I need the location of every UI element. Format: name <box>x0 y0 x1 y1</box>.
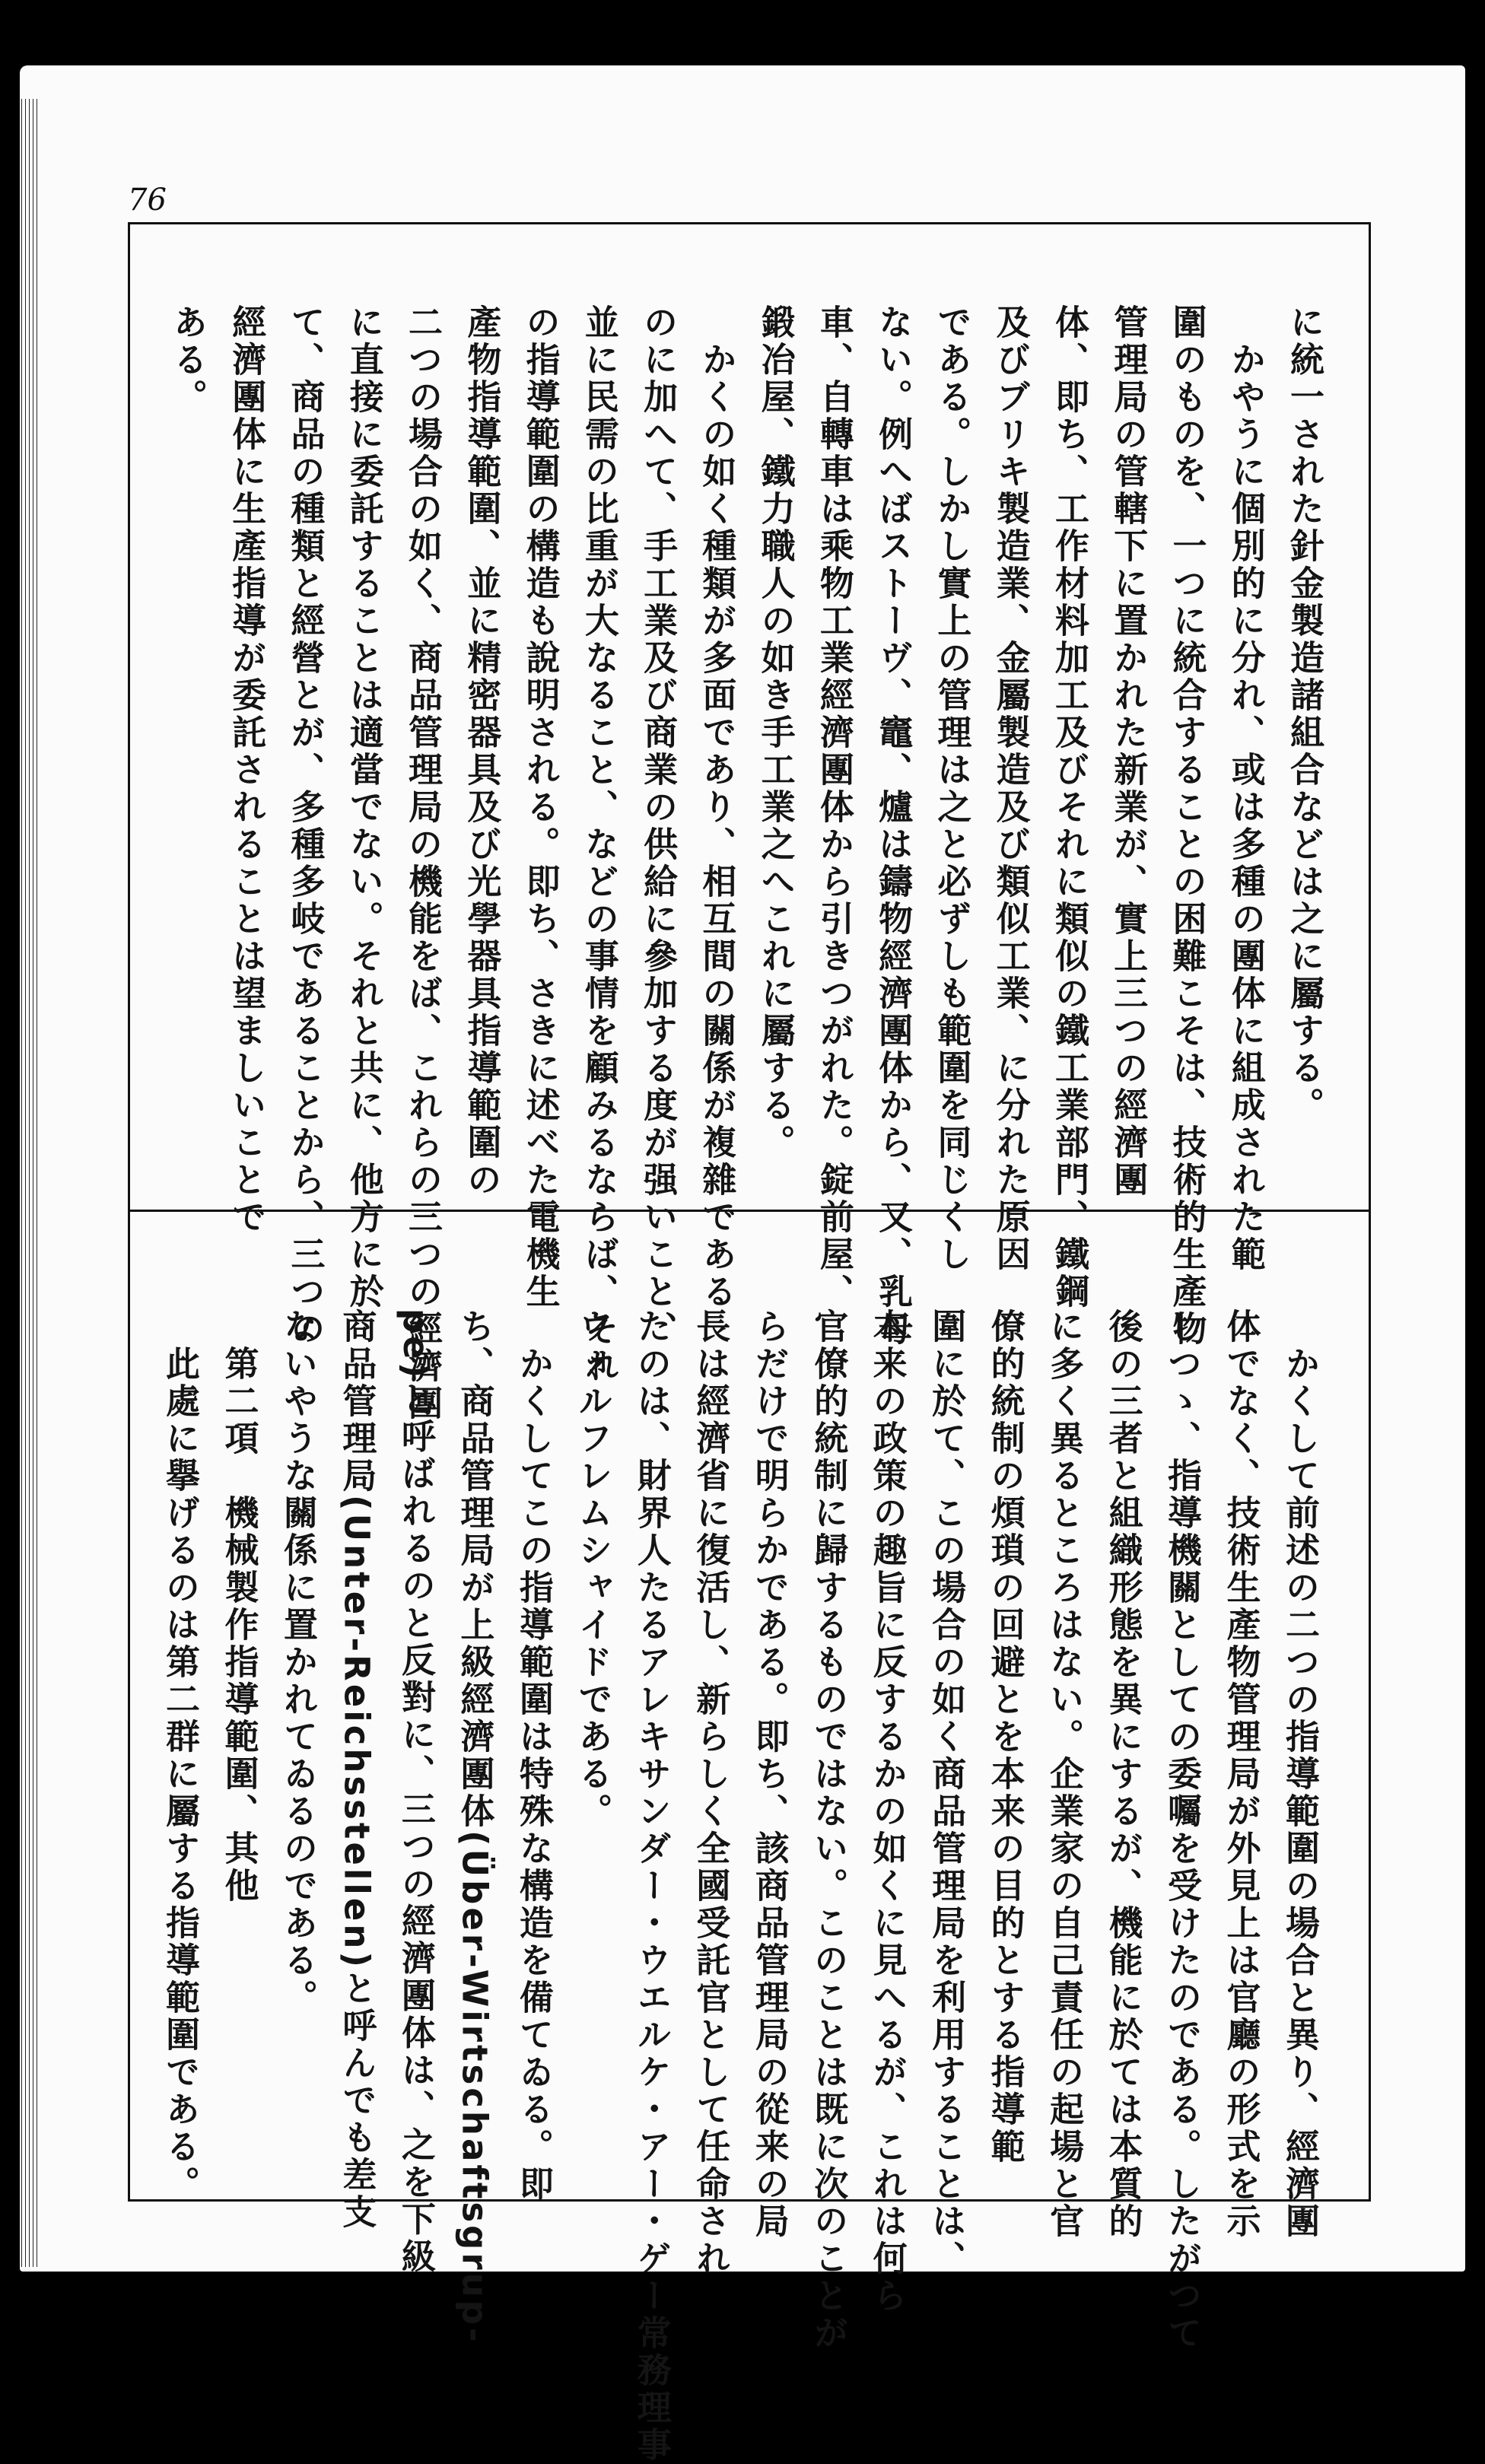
text-column: たのは、財界人たるアレキサンダー・ウエルケ・アー・ゲー常務理事 <box>631 1308 672 2464</box>
text-column: 僚的統制の煩瑣の回避とを本来の目的とする指導範 <box>984 1308 1026 2166</box>
text-column: かくしてこの指導範圍は特殊な構造を備てゐる。即 <box>513 1308 554 2203</box>
text-column: である。しかし實上の管理は之と必ずしも範圍を同じくし <box>931 304 972 1273</box>
text-column: 管理局の管轄下に置かれた新業が、實上三つの經濟團 <box>1108 304 1149 1199</box>
text-column: 第二項 機械製作指導範圍、其他 <box>218 1308 259 1905</box>
text-column: かくして前述の二つの指導範圍の場合と異り、經濟團 <box>1280 1308 1320 2240</box>
text-column: 長は經濟省に復活し、新らしく全國受託官として任命され <box>690 1308 731 2278</box>
text-column: かくの如く種類が多面であり、相互間の關係が複雜である <box>696 304 737 1311</box>
text-column: て、商品の種類と經營とが、多種多岐であることから、三つの <box>285 304 326 1348</box>
text-column: ない。例へばストーヴ、竈、爐は鑄物經濟團体から、又、乳母 <box>873 304 914 1348</box>
text-column: 並に民需の比重が大なること、などの事情を顧みるならば、それ <box>578 304 619 1385</box>
text-column: に多く異るところはない。企業家の自己責任の起場と官 <box>1044 1308 1085 2240</box>
text-column: ウォルフレムシャイドである。 <box>572 1308 613 1830</box>
page-edge-stack <box>20 99 40 2267</box>
text-column: の指導範圍の構造も說明される。即ち、さきに述べた電機生 <box>520 304 561 1311</box>
text-column: 圍のものを、一つに統合することの困難こそは、技術的生產物 <box>1166 304 1207 1348</box>
text-column: かやうに個別的に分れ、或は多種の團体に組成された範 <box>1225 304 1266 1273</box>
text-column: pe)と呼ばれるのと反對に、三つの經濟團体は、之を下級 <box>395 1308 436 2276</box>
text-column: 及びブリキ製造業、金屬製造及び類似工業、に分れた原因 <box>990 304 1031 1273</box>
text-column: に直接に委託することは適當でない。それと共に、他方に於 <box>343 304 384 1311</box>
text-column: ある。 <box>167 304 208 416</box>
text-column: 体、即ち、工作材料加工及びそれに類似の鐵工業部門、鐵鋼 <box>1048 304 1089 1311</box>
text-column: 後の三者と組織形態を異にするが、機能に於ては本質的 <box>1102 1308 1143 2240</box>
text-column: 經濟團体に生產指導が委託されることは望ましいことで <box>226 304 267 1236</box>
text-column: に統一された針金製造諸組合などは之に屬する。 <box>1284 304 1324 1124</box>
text-column: 本来の政策の趣旨に反するかの如くに見へるが、これは何ら <box>867 1308 908 2315</box>
text-column: 圍に於て、この場合の如く商品管理局を利用することは、 <box>926 1308 967 2278</box>
text-column: らだけで明らかである。即ち、該商品管理局の從来の局 <box>749 1308 790 2240</box>
text-column: ち、商品管理局が上級經濟團体(Über-Wirtschaftsgrup- <box>454 1308 495 2345</box>
text-column: ないやうな關係に置かれてゐるのである。 <box>277 1308 318 2017</box>
text-column: のに加へて、手工業及び商業の供給に參加する度が强いこと、 <box>638 304 679 1348</box>
text-column: 官僚的統制に歸するものではない。このことは既に次のことが <box>808 1308 849 2352</box>
text-column: 商品管理局(Unter-Reichsstellen)と呼んでも差支 <box>336 1308 377 2231</box>
text-column: 此處に擧げるのは第二群に屬する指導範圍である。 <box>160 1308 200 2203</box>
text-column: 鍛冶屋、鐵力職人の如き手工業之へこれに屬する。 <box>755 304 796 1162</box>
page-number: 76 <box>128 183 167 218</box>
text-column: 二つの場合の如く、商品管理局の機能をば、これらの三つの經濟團 <box>402 304 444 1423</box>
text-column: 体でなく、技術生產物管理局が外見上は官廳の形式を示 <box>1220 1308 1261 2240</box>
text-column: しつゝ、指導機關としての委囑を受けたのである。したがつて <box>1162 1308 1203 2352</box>
text-column: 車、自轉車は乘物工業經濟團体から引きつがれた。錠前屋、 <box>813 304 854 1311</box>
text-column: 產物指導範圍、並に精密器具及び光學器具指導範圍の <box>461 304 502 1199</box>
